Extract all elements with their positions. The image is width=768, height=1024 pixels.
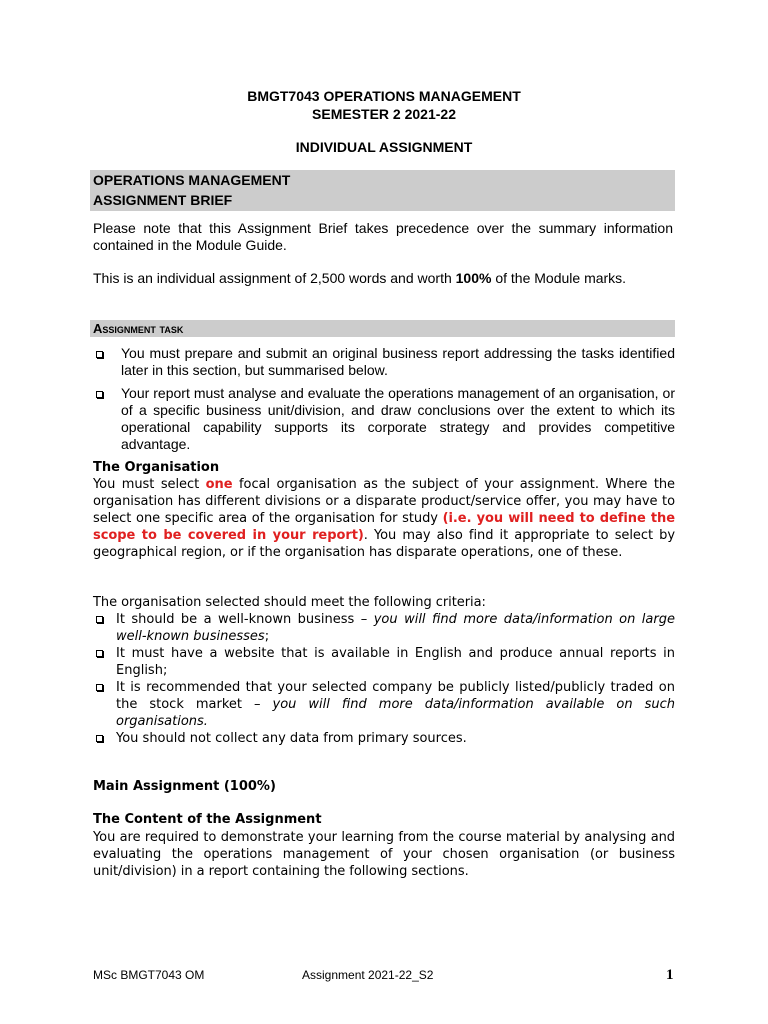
footer-center: Assignment 2021-22_S2	[302, 968, 434, 982]
list-item: You should not collect any data from primary sources.	[93, 730, 675, 747]
checkbox-bullet-icon	[96, 351, 103, 358]
checkbox-bullet-icon	[96, 735, 103, 742]
checkbox-bullet-icon	[96, 391, 103, 398]
weight-value: 100%	[455, 270, 492, 286]
assignment-task-bar	[90, 320, 675, 337]
list-item: Your report must analyse and evaluate the operations management of an organisation, or of a specific business unit/division, and draw conclusions over the extent to which its operational capability supports its corporate strategy and provides competitive advantage.	[93, 385, 675, 453]
assignment-type-title: INDIVIDUAL ASSIGNMENT	[295, 139, 473, 155]
criteria-list	[93, 611, 675, 747]
organisation-paragraph: You must select one focal organisation as the subject of your assignment. Where the organisation has different divisions or a disparate product/service offer, you may have to select one specific area of the organisation for study (i.e. you will need to define the scope to be covered in your report). You may also find it appropriate to select by geographical region, or if the organisation has disparate operations, one of these.	[93, 477, 676, 560]
intro-paragraph-1: Please note that this Assignment Brief takes precedence over the summary information contained in the Module Guide.	[93, 220, 673, 253]
organisation-heading: The Organisation	[93, 460, 220, 475]
list-item: It must have a website that is available in English and produce annual reports in English;	[93, 645, 675, 679]
criteria-intro: The organisation selected should meet the following criteria:	[93, 595, 486, 610]
list-item: You must prepare and submit an original business report addressing the tasks identified later in this section, but summarised below.	[93, 345, 675, 379]
intro-paragraph-2: This is an individual assignment of 2,500 words and worth 100% of the Module marks.	[93, 270, 627, 286]
brief-line-2: ASSIGNMENT BRIEF	[93, 192, 233, 208]
list-item: It should be a well-known business – you will find more data/information on large well-known businesses;	[93, 611, 675, 645]
brief-line-1: OPERATIONS MANAGEMENT	[93, 172, 291, 188]
checkbox-bullet-icon	[96, 616, 103, 623]
content-paragraph: You are required to demonstrate your learning from the course material by analysing and evaluating the operations management of your chosen organisation (or business unit/division) in a report containing the following sections.	[93, 830, 675, 879]
main-assignment-heading: Main Assignment (100%)	[93, 779, 276, 794]
scope-emphasis: (i.e. you will need to define the scope to be covered in your report)	[93, 511, 675, 543]
brief-header-bar	[90, 170, 675, 211]
content-heading: The Content of the Assignment	[93, 812, 322, 827]
checkbox-bullet-icon	[96, 684, 103, 691]
assignment-task-heading: Assignment task	[93, 321, 184, 336]
task-list	[93, 345, 675, 459]
page-number: 1	[666, 967, 674, 983]
footer-left: MSc BMGT7043 OM	[93, 968, 205, 982]
list-item: It is recommended that your selected company be publicly listed/publicly traded on the stock market – you will find more data/information available on such organisations.	[93, 679, 675, 730]
emphasis-one: one	[205, 477, 233, 492]
checkbox-bullet-icon	[96, 650, 103, 657]
course-title: BMGT7043 OPERATIONS MANAGEMENT	[247, 88, 521, 104]
semester-title: SEMESTER 2 2021-22	[312, 106, 456, 122]
